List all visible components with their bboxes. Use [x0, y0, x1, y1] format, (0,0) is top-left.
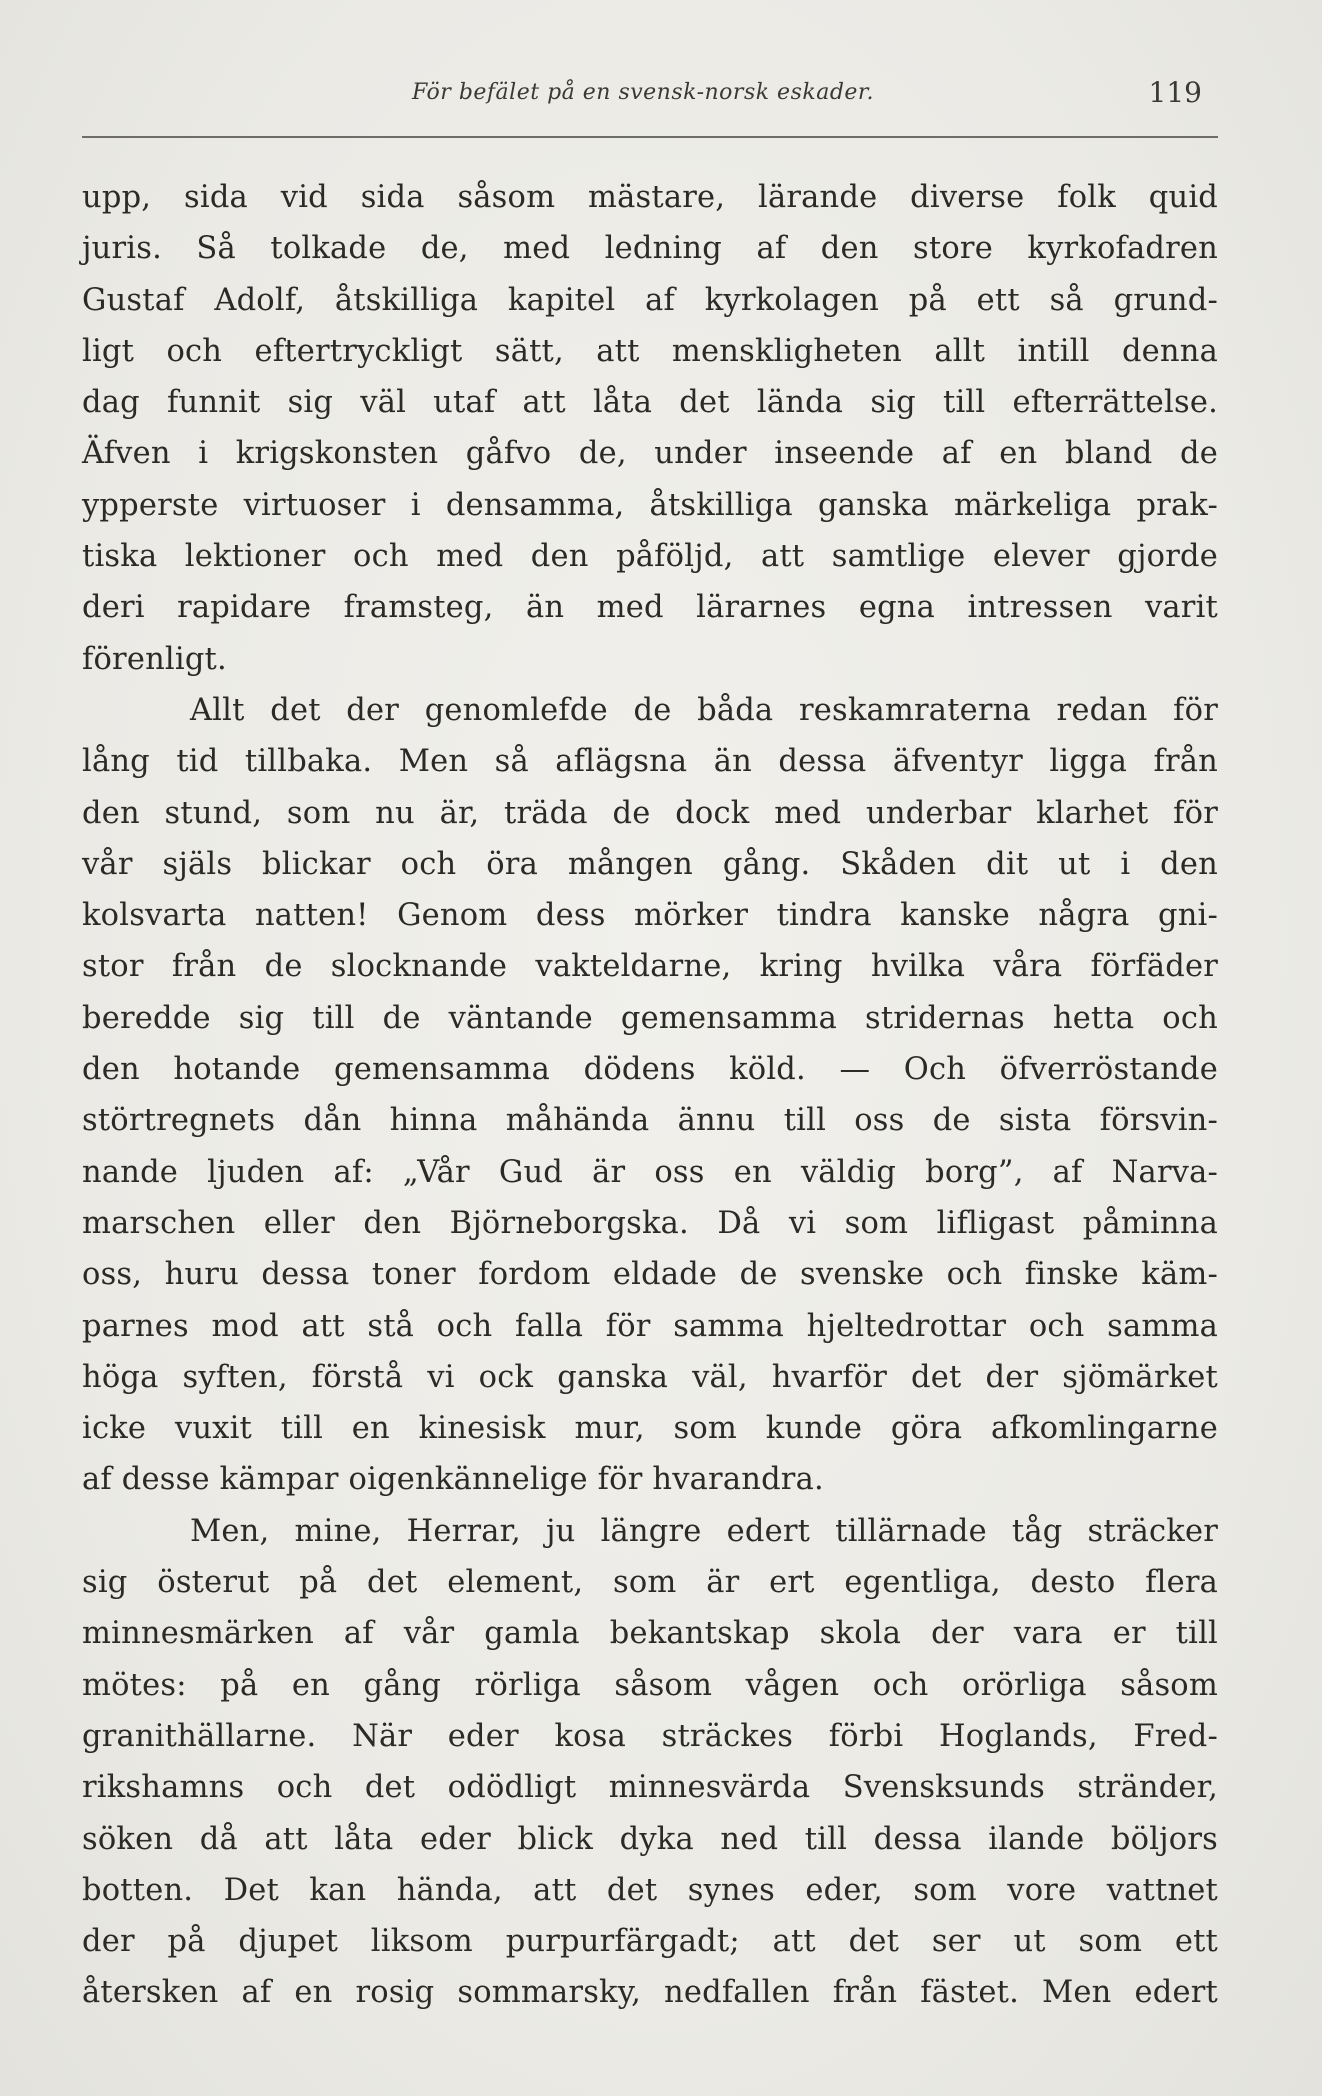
text-line: sig österut på det element, som är ert egentliga, desto flera [82, 1565, 1218, 1601]
page-number: 119 [1148, 76, 1202, 109]
text-line: tiska lektioner och med den påföljd, att samtlige elever gjorde [82, 539, 1218, 575]
text-line: den hotande gemensamma dödens köld. — Och öfverröstande [82, 1052, 1218, 1088]
text-line: ligt och eftertryckligt sätt, att menskligheten allt intill denna [82, 333, 1218, 369]
text-line: der på djupet liksom purpurfärgadt; att det ser ut som ett [82, 1924, 1218, 1960]
text-line: upp, sida vid sida såsom mästare, lärande diverse folk quid [82, 180, 1218, 215]
text-line: icke vuxit till en kinesisk mur, som kunde göra afkomlingarne [82, 1411, 1218, 1447]
text-line: den stund, som nu är, träda de dock med underbar klarhet för [82, 795, 1218, 831]
header-rule [82, 136, 1218, 138]
text-line: dag funnit sig väl utaf att låta det lända sig till efterrättelse. [82, 385, 1218, 421]
text-line: lång tid tillbaka. Men så aflägsna än dessa äfventyr ligga från [82, 744, 1218, 780]
text-line: rikshamns och det odödligt minnesvärda Svensksunds stränder, [82, 1770, 1218, 1806]
paragraph-start-line: Allt det der genomlefde de båda reskamraterna redan för [190, 692, 1218, 728]
text-line: nande ljuden af: „Vår Gud är oss en väldig borg”, af Narva- [82, 1154, 1218, 1190]
text-line: deri rapidare framsteg, än med lärarnes egna intressen varit [82, 590, 1218, 626]
text-line: vår själs blickar och öra mången gång. Skåden dit ut i den [82, 846, 1218, 882]
text-line: Äfven i krigskonsten gåfvo de, under inseende af en bland de [82, 436, 1218, 472]
paragraph-start-line: Men, mine, Herrar, ju längre edert tillärnade tåg sträcker [190, 1513, 1218, 1549]
text-line: botten. Det kan hända, att det synes eder, som vore vattnet [82, 1872, 1218, 1908]
paragraph-end-line: förenligt. [82, 641, 227, 677]
text-line: höga syften, förstå vi ock ganska väl, hvarför det der sjömärket [82, 1359, 1218, 1395]
text-line: återsken af en rosig sommarsky, nedfallen från fästet. Men edert [82, 1975, 1218, 2011]
text-line: kolsvarta natten! Genom dess mörker tindra kanske några gni- [82, 898, 1218, 934]
running-title: För befälet på en svensk-norsk eskader. [412, 80, 875, 105]
text-line: störtregnets dån hinna måhända ännu till oss de sista försvin- [82, 1103, 1218, 1139]
text-line: marschen eller den Björneborgska. Då vi som lifligast påminna [82, 1205, 1218, 1241]
text-line: beredde sig till de väntande gemensamma stridernas hetta och [82, 1000, 1218, 1036]
text-line: granithällarne. När eder kosa sträckes förbi Hoglands, Fred- [82, 1718, 1218, 1754]
text-line: juris. Så tolkade de, med ledning af den store kyrkofadren [82, 231, 1218, 267]
text-line: parnes mod att stå och falla för samma hjeltedrottar och samma [82, 1308, 1218, 1344]
text-line: mötes: på en gång rörliga såsom vågen och orörliga såsom [82, 1667, 1218, 1703]
paragraph-end-line: af desse kämpar oigenkännelige för hvarandra. [82, 1462, 824, 1498]
body-text [82, 172, 1218, 2019]
text-line: minnesmärken af vår gamla bekantskap skola der vara er till [82, 1616, 1218, 1652]
page-header [82, 76, 1218, 116]
text-line: oss, huru dessa toner fordom eldade de svenske och finske käm- [82, 1257, 1218, 1293]
text-line: ypperste virtuoser i densamma, åtskilliga ganska märkeliga prak- [82, 487, 1218, 523]
text-line: stor från de slocknande vakteldarne, kring hvilka våra förfäder [82, 949, 1218, 985]
text-line: söken då att låta eder blick dyka ned till dessa ilande böljors [82, 1821, 1218, 1857]
text-line: Gustaf Adolf, åtskilliga kapitel af kyrkolagen på ett så grund- [82, 282, 1218, 318]
